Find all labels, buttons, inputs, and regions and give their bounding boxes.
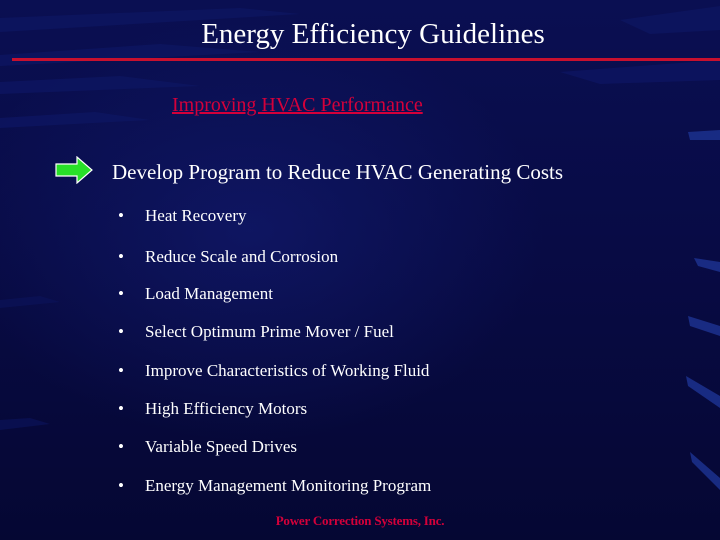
right-arrow-icon: [55, 156, 93, 184]
bullet-text: Heat Recovery: [145, 206, 247, 225]
slide-title: Energy Efficiency Guidelines: [201, 18, 545, 50]
bullet-dot: •: [118, 284, 124, 303]
main-point-text: Develop Program to Reduce HVAC Generating Costs: [112, 160, 564, 184]
bullet-dot: •: [118, 437, 124, 456]
bullet-text: Load Management: [145, 284, 273, 303]
bullet-text: Variable Speed Drives: [145, 437, 298, 456]
slide-subtitle: Improving HVAC Performance: [172, 94, 423, 116]
bullet-text: High Efficiency Motors: [145, 399, 308, 418]
bullet-text: Select Optimum Prime Mover / Fuel: [145, 322, 394, 341]
bullet-dot: •: [118, 206, 124, 225]
bullet-dot: •: [118, 476, 124, 495]
bullet-dot: •: [118, 322, 124, 341]
bullet-text: Reduce Scale and Corrosion: [145, 247, 339, 266]
bullet-dot: •: [118, 399, 124, 418]
footer-company-name: Power Correction Systems, Inc.: [275, 513, 445, 528]
bullet-text: Improve Characteristics of Working Fluid: [145, 361, 430, 380]
title-underline-rule: [12, 58, 720, 61]
bullet-text: Energy Management Monitoring Program: [145, 476, 432, 495]
bullet-dot: •: [118, 247, 124, 266]
bullet-dot: •: [118, 361, 124, 380]
